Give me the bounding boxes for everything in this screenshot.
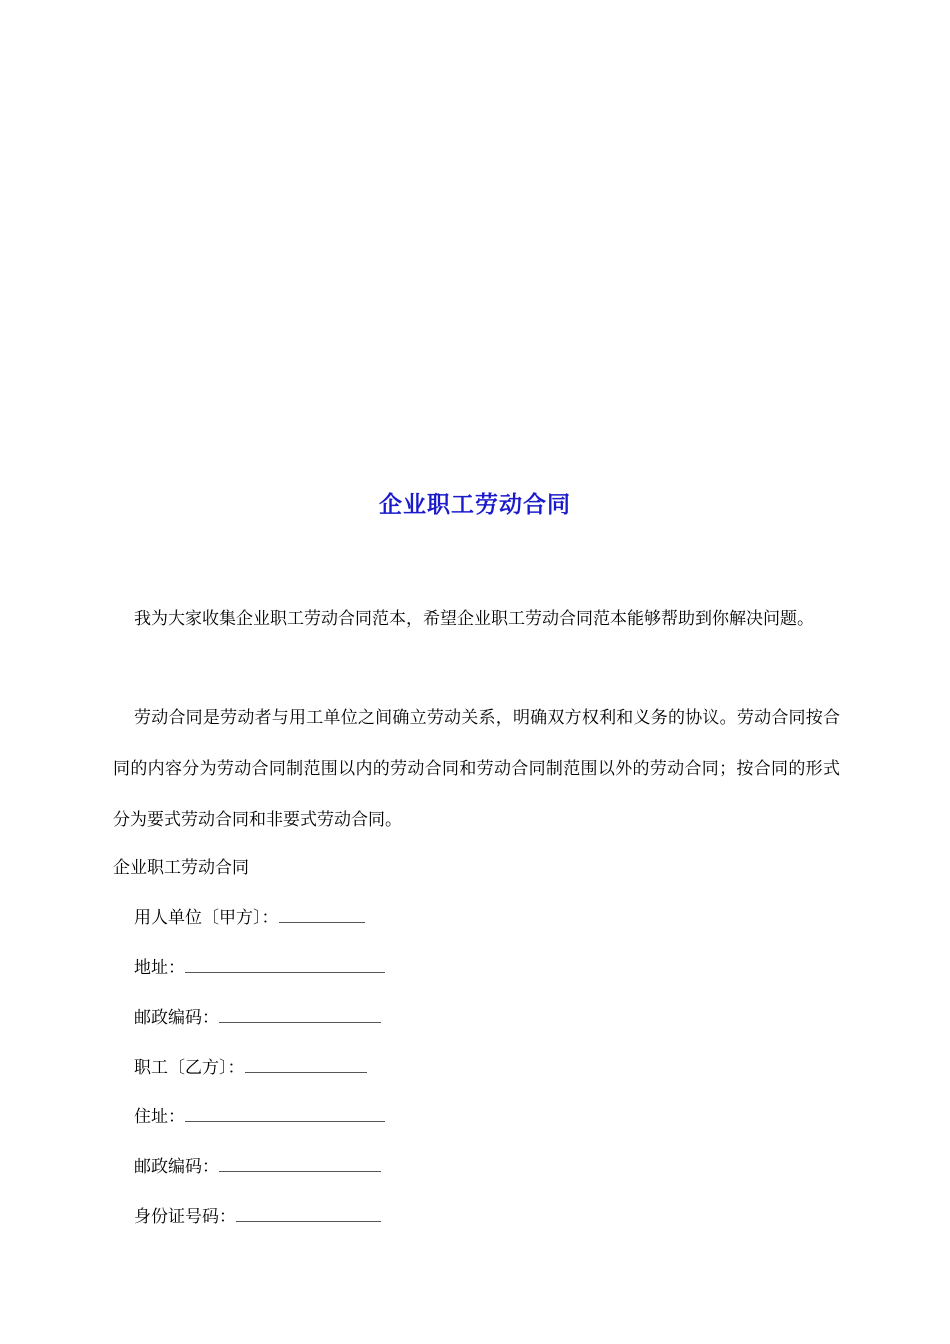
postcode-field	[134, 1003, 381, 1033]
employee-label: 职工〔乙方〕：	[134, 1058, 245, 1078]
address-field	[134, 953, 385, 983]
employee-postcode-label: 邮政编码：	[134, 1157, 219, 1177]
residence-label: 住址：	[134, 1107, 185, 1127]
id-number-field	[134, 1202, 381, 1232]
employer-field	[134, 903, 365, 933]
definition-paragraph: 劳动合同是劳动者与用工单位之间确立劳动关系，明确双方权利和义务的协议。劳动合同按合同的内容分为劳动合同制范围以内的劳动合同和劳动合同制范围以外的劳动合同；按合同的形式分为要式劳动合同和非要式劳动合同。	[113, 708, 840, 830]
residence-blank[interactable]	[185, 1104, 385, 1122]
employer-label: 用人单位〔甲方〕：	[134, 908, 279, 928]
residence-field	[134, 1102, 385, 1132]
address-label: 地址：	[134, 958, 185, 978]
employee-blank[interactable]	[245, 1055, 367, 1073]
employee-postcode-blank[interactable]	[219, 1154, 381, 1172]
document-title: 企业职工劳动合同	[379, 491, 571, 518]
employee-postcode-field	[134, 1152, 381, 1182]
employer-blank[interactable]	[279, 905, 365, 923]
intro-paragraph: 我为大家收集企业职工劳动合同范本，希望企业职工劳动合同范本能够帮助到你解决问题。	[134, 609, 814, 629]
section-heading: 企业职工劳动合同	[113, 858, 249, 878]
employee-field	[134, 1053, 367, 1083]
postcode-blank[interactable]	[219, 1005, 381, 1023]
id-number-blank[interactable]	[236, 1204, 381, 1222]
postcode-label: 邮政编码：	[134, 1008, 219, 1028]
address-blank[interactable]	[185, 955, 385, 973]
id-number-label: 身份证号码：	[134, 1207, 236, 1227]
